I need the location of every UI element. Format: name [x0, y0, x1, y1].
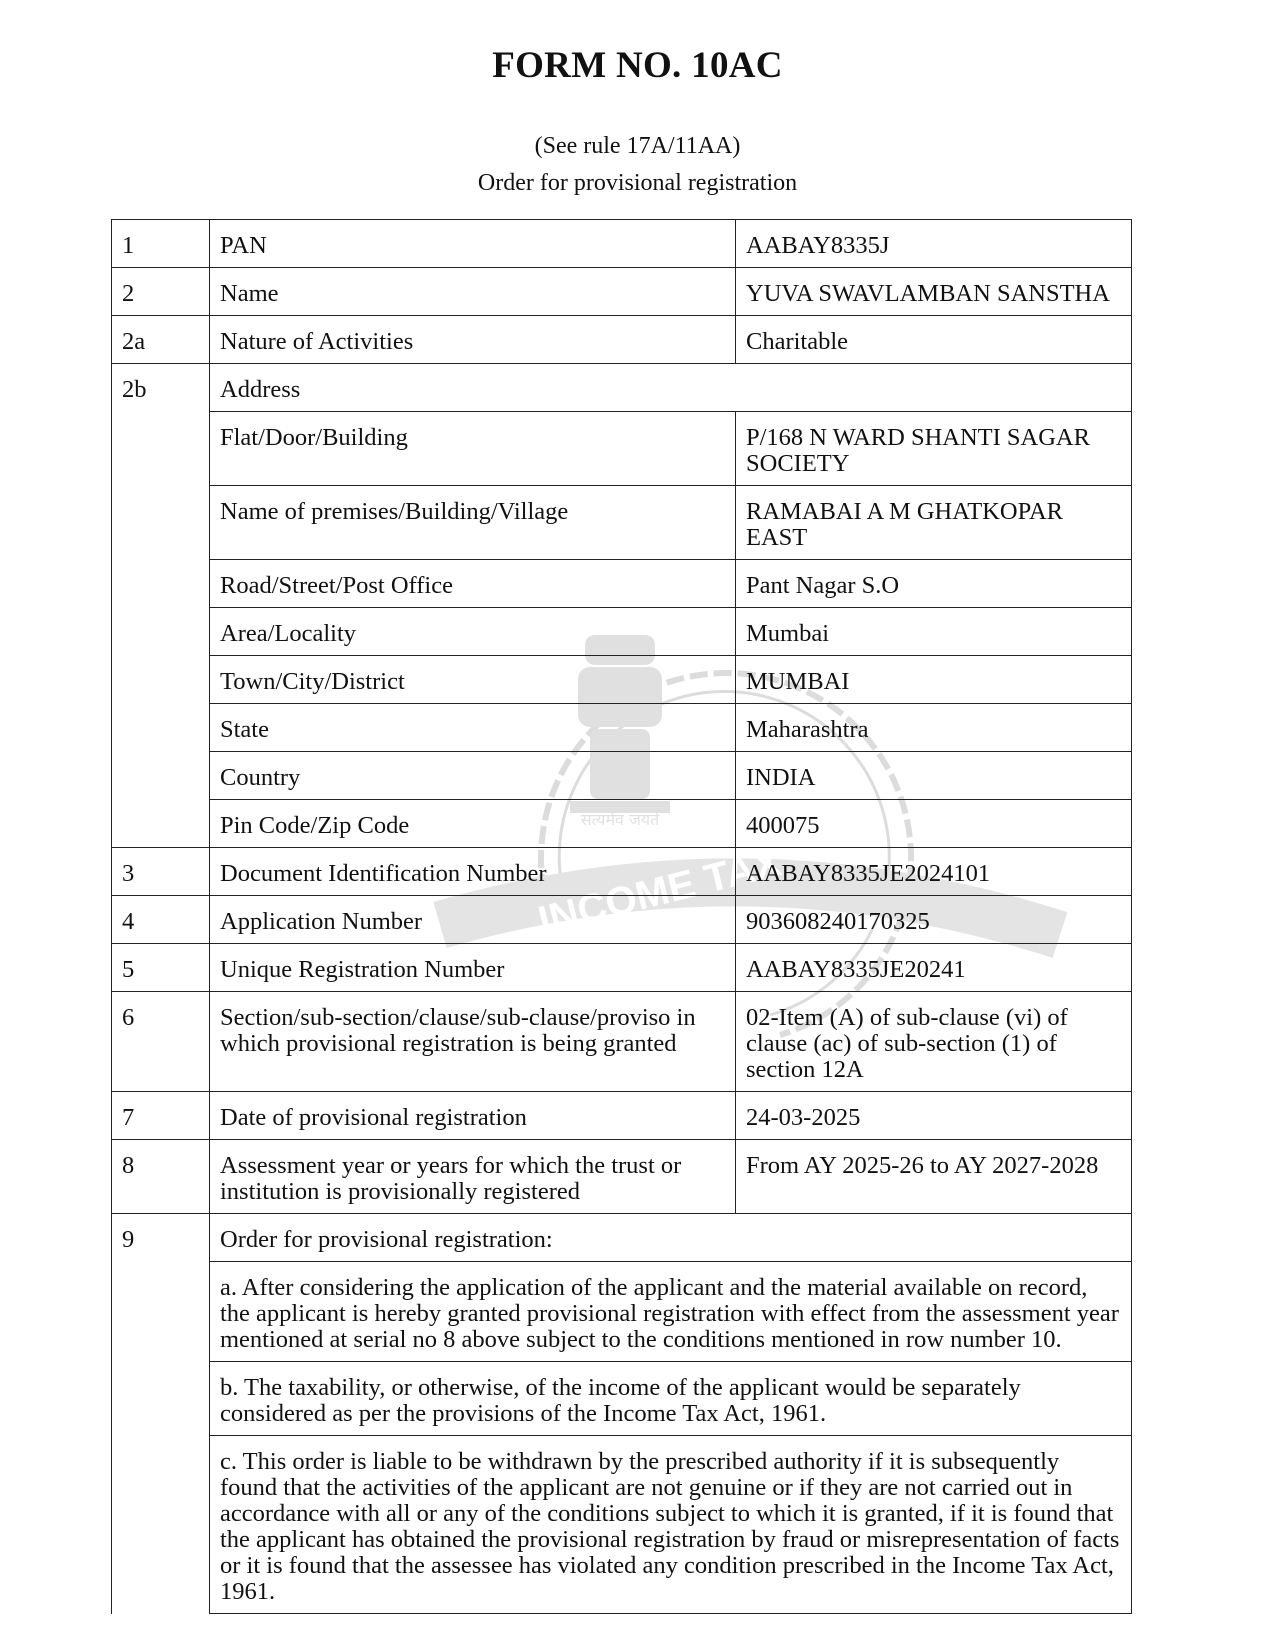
address-row [112, 800, 1132, 848]
address-label: Town/City/District [210, 656, 736, 704]
table-row [112, 364, 1132, 412]
form-subtitle-block [0, 128, 1275, 202]
table-row [112, 1214, 1132, 1262]
serial-number: 7 [112, 1092, 210, 1140]
row-label: Section/sub-section/clause/sub-clause/proviso in which provisional registration is being granted [210, 992, 736, 1092]
assessment-year-value: From AY 2025-26 to AY 2027-2028 [736, 1140, 1132, 1214]
address-row [112, 412, 1132, 486]
table-row [112, 220, 1132, 268]
address-label: Country [210, 752, 736, 800]
name-value: YUVA SWAVLAMBAN SANSTHA [736, 268, 1132, 316]
serial-number: 2b [112, 364, 210, 412]
serial-number: 2a [112, 316, 210, 364]
address-row [112, 656, 1132, 704]
serial-number: 2 [112, 268, 210, 316]
row-label: Assessment year or years for which the trust or institution is provisionally registered [210, 1140, 736, 1214]
address-label: Area/Locality [210, 608, 736, 656]
address-row [112, 486, 1132, 560]
address-row [112, 608, 1132, 656]
rule-reference: (See rule 17A/11AA) [534, 133, 741, 159]
nature-value: Charitable [736, 316, 1132, 364]
address-value: Maharashtra [736, 704, 1132, 752]
registration-table [111, 219, 1132, 1614]
address-value: Mumbai [736, 608, 1132, 656]
address-row [112, 704, 1132, 752]
table-row [112, 848, 1132, 896]
serial-number: 6 [112, 992, 210, 1092]
serial-number: 5 [112, 944, 210, 992]
din-value: AABAY8335JE2024101 [736, 848, 1132, 896]
address-row [112, 560, 1132, 608]
order-clause-c: c. This order is liable to be withdrawn by the prescribed authority if it is subsequently found that the activities of the applicant are not genuine or if they are not carried out in accordance with all or any of the conditions subject to which it is granted, if it is found that the applicant has obtained the provisional registration by fraud or misrepresentation of facts or it is found that the assessee has violated any condition prescribed in the Income Tax Act, 1961. [210, 1436, 1132, 1614]
table-row [112, 1092, 1132, 1140]
row-label: Application Number [210, 896, 736, 944]
table-row [112, 944, 1132, 992]
address-label: Name of premises/Building/Village [210, 486, 736, 560]
order-clause-row [112, 1436, 1132, 1614]
serial-number: 9 [112, 1214, 210, 1262]
date-value: 24-03-2025 [736, 1092, 1132, 1140]
serial-number: 4 [112, 896, 210, 944]
table-row [112, 268, 1132, 316]
address-label: Pin Code/Zip Code [210, 800, 736, 848]
address-label: Road/Street/Post Office [210, 560, 736, 608]
row-label: Document Identification Number [210, 848, 736, 896]
row-label: Nature of Activities [210, 316, 736, 364]
table-row [112, 896, 1132, 944]
row-label: Unique Registration Number [210, 944, 736, 992]
address-value: Pant Nagar S.O [736, 560, 1132, 608]
address-value: INDIA [736, 752, 1132, 800]
address-value: P/168 N WARD SHANTI SAGAR SOCIETY [736, 412, 1132, 486]
address-value: RAMABAI A M GHATKOPAR EAST [736, 486, 1132, 560]
address-value: MUMBAI [736, 656, 1132, 704]
order-clause-row [112, 1362, 1132, 1436]
serial-number: 8 [112, 1140, 210, 1214]
order-clause-b: b. The taxability, or otherwise, of the income of the applicant would be separately considered as per the provisions of the Income Tax Act, 1961. [210, 1362, 1132, 1436]
pan-value: AABAY8335J [736, 220, 1132, 268]
address-row [112, 752, 1132, 800]
order-clause-row [112, 1262, 1132, 1362]
form-title: FORM NO. 10AC [492, 45, 783, 86]
svg-text:सत्यमेव जयते: सत्यमेव जयते [580, 810, 660, 829]
section-value: 02-Item (A) of sub-clause (vi) of clause (ac) of sub-section (1) of section 12A [736, 992, 1132, 1092]
row-label: Date of provisional registration [210, 1092, 736, 1140]
address-label: State [210, 704, 736, 752]
order-clause-a: a. After considering the application of the applicant and the material available on record, the applicant is hereby granted provisional registration with effect from the assessment year mentioned at serial no 8 above subject to the conditions mentioned in row number 10. [210, 1262, 1132, 1362]
table-row [112, 1140, 1132, 1214]
serial-number: 1 [112, 220, 210, 268]
urn-value: AABAY8335JE20241 [736, 944, 1132, 992]
order-heading: Order for provisional registration: [210, 1214, 1132, 1262]
application-number-value: 903608240170325 [736, 896, 1132, 944]
address-value: 400075 [736, 800, 1132, 848]
form-subtitle: Order for provisional registration [477, 170, 798, 196]
row-label: PAN [210, 220, 736, 268]
table-row [112, 316, 1132, 364]
address-label: Flat/Door/Building [210, 412, 736, 486]
address-heading: Address [210, 364, 1132, 412]
serial-number: 3 [112, 848, 210, 896]
table-row [112, 992, 1132, 1092]
svg-text:INCOME TAX: INCOME TAX [533, 840, 786, 944]
row-label: Name [210, 268, 736, 316]
